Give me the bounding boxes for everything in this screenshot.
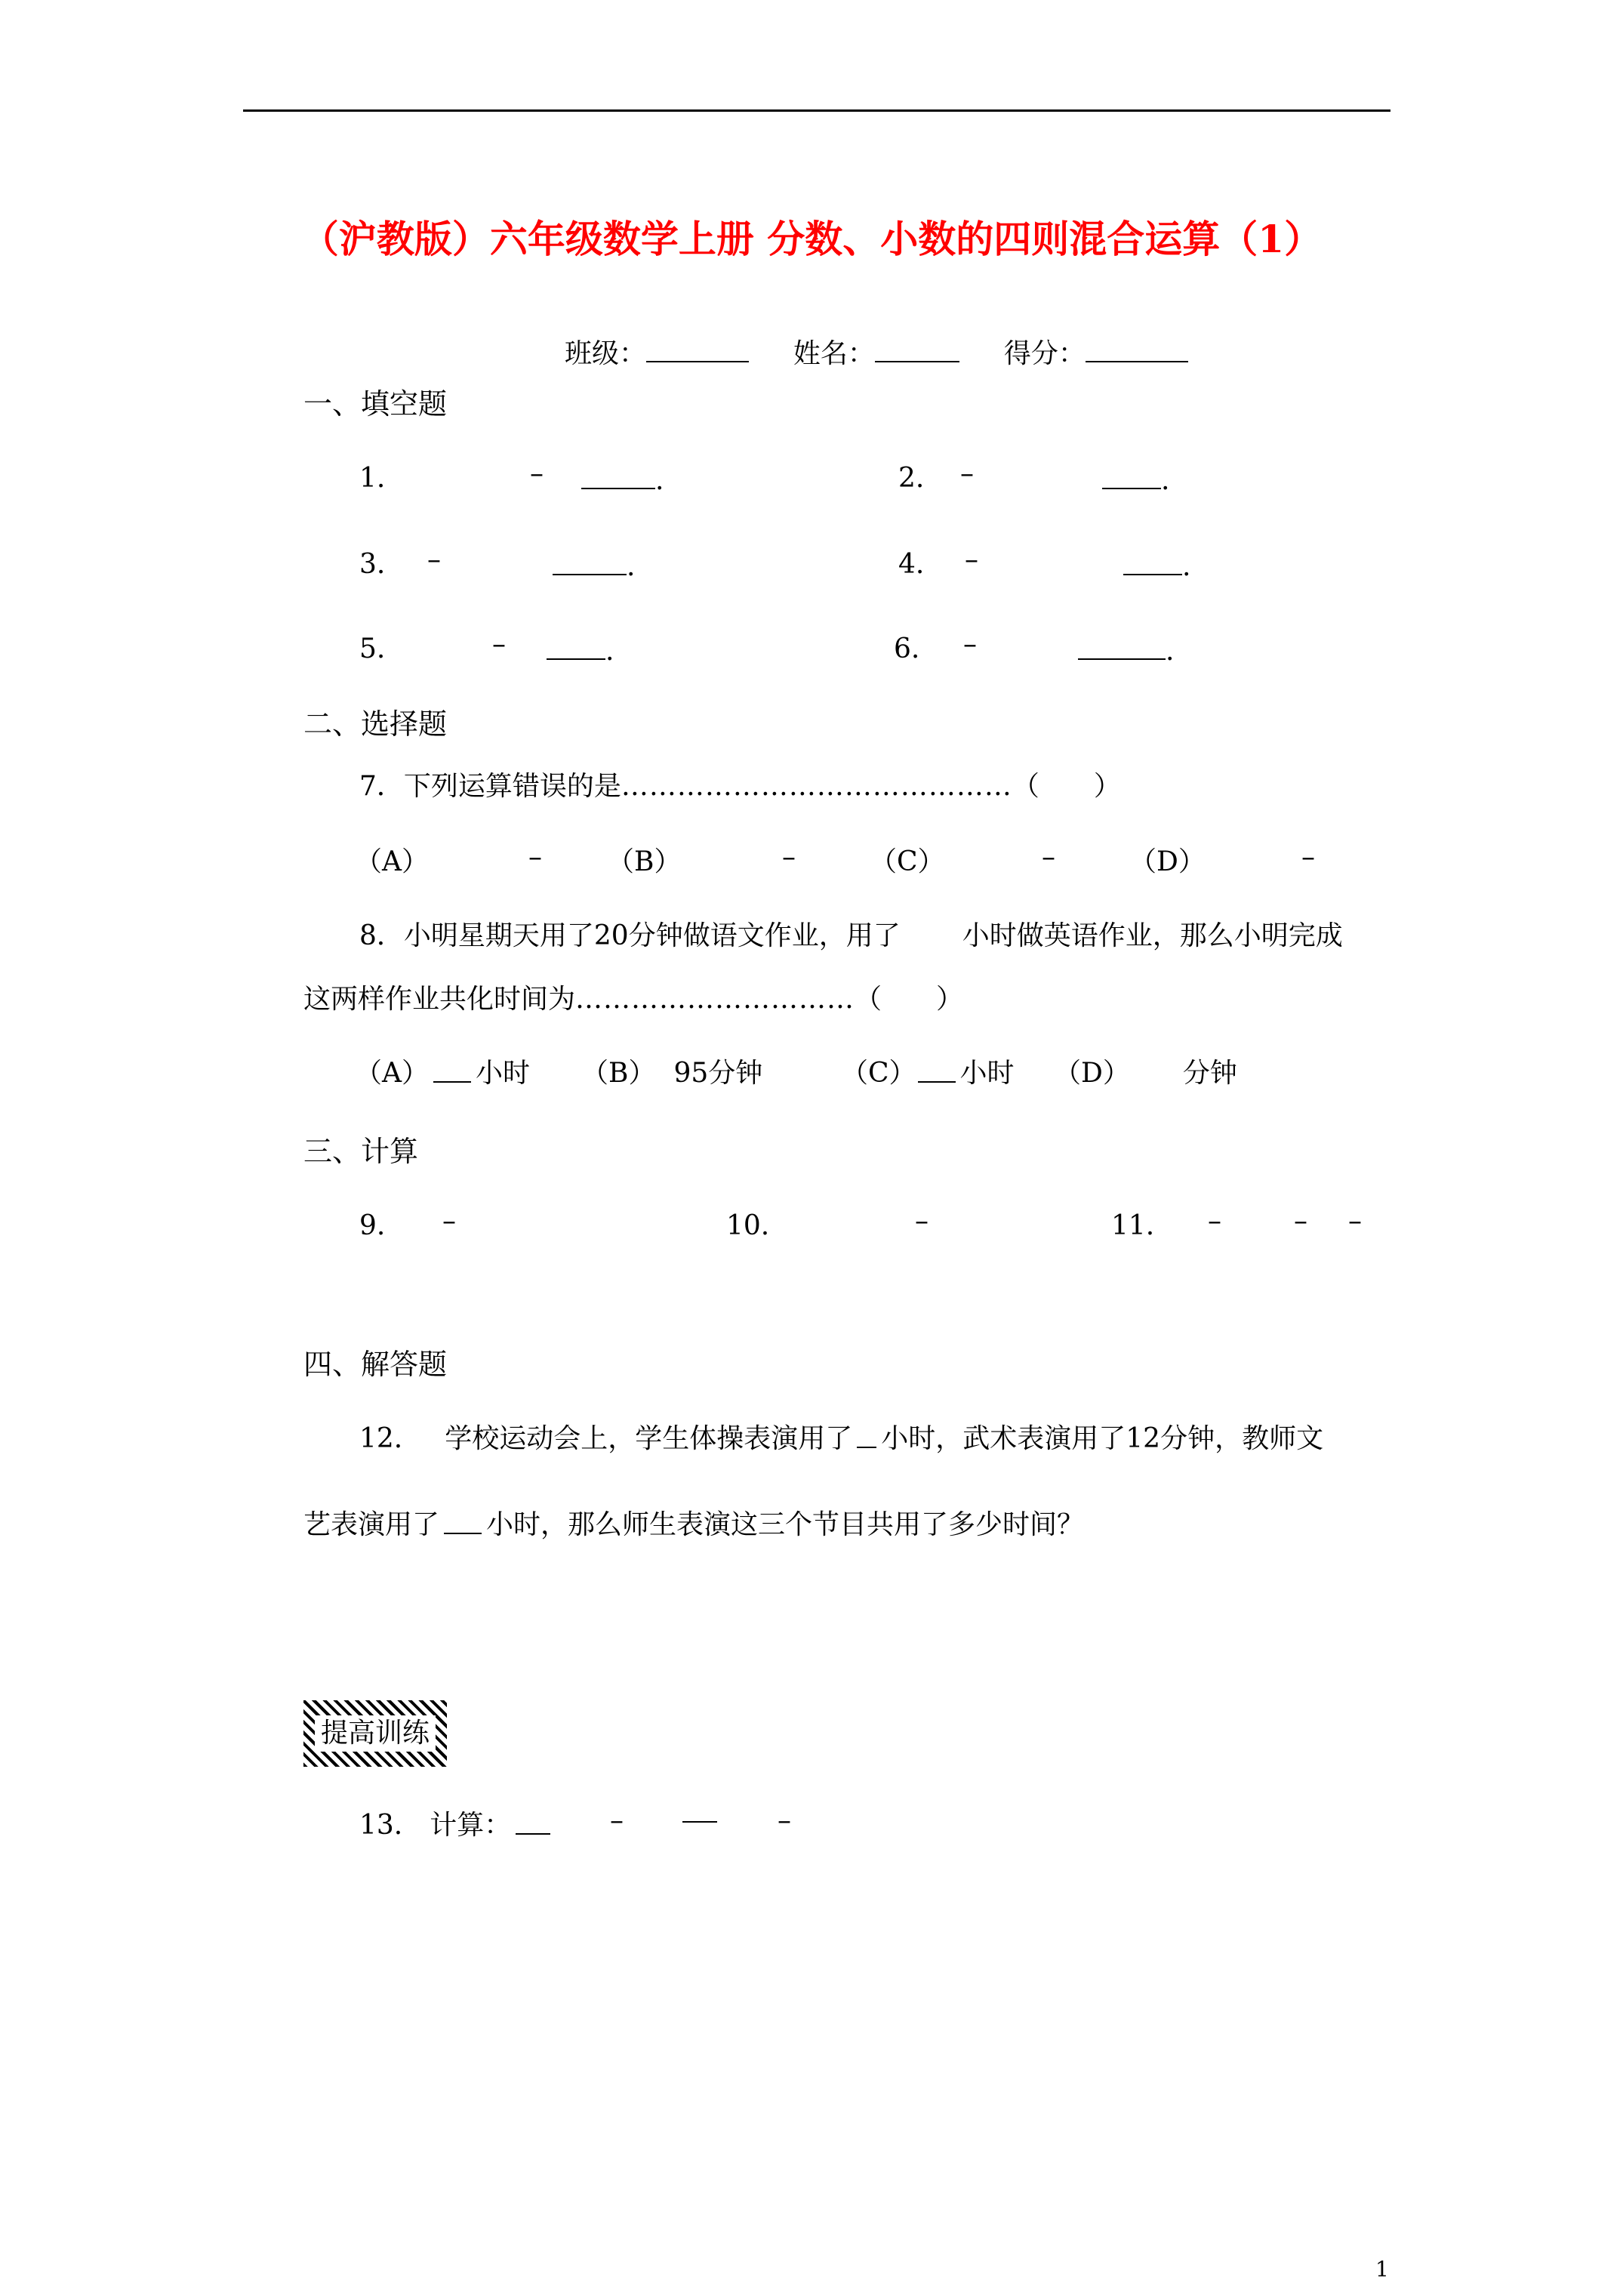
fill-q2-answer: . xyxy=(1102,465,1169,495)
choice-q7 xyxy=(359,773,1121,800)
q7-answer-paren[interactable]: （ ） xyxy=(1012,771,1121,802)
fill-q6-dash: – xyxy=(963,629,977,660)
page-title: （沪教版）六年级数学上册 分数、小数的四则混合运算（1） xyxy=(300,217,1323,261)
q7-text: 7．下列运算错误的是 xyxy=(359,771,621,802)
calc-q9-dash: – xyxy=(442,1206,456,1237)
q12-line2 xyxy=(303,1509,1085,1540)
fill-q2-number: 2. xyxy=(898,463,925,494)
fraction-bar xyxy=(444,1519,482,1534)
q8-line1-text: 8．小明星期天用了20分钟做语文作业，用了 xyxy=(359,920,901,951)
q8-option-d[interactable] xyxy=(1054,1060,1237,1087)
calc-q10-dash: – xyxy=(915,1206,929,1237)
q7-option-a-label[interactable]: （A） xyxy=(355,846,429,877)
fill-q4-number: 4. xyxy=(898,549,925,580)
q8-line2-text: 这两样作业共化时间为 xyxy=(303,984,576,1015)
q8-option-c-unit: 小时 xyxy=(959,1058,1015,1089)
q8-option-d-unit: 分钟 xyxy=(1182,1058,1237,1089)
fill-q5-number: 5. xyxy=(359,633,386,664)
fill-q3-number: 3. xyxy=(359,549,386,580)
q8-line1-text-b: 小时做英语作业，那么小明完成 xyxy=(962,920,1343,951)
q8-option-b-label: （B） xyxy=(581,1058,656,1089)
calc-q11-dash-2: – xyxy=(1294,1206,1307,1237)
q7-option-b-label[interactable]: （B） xyxy=(607,846,682,877)
q12-line1 xyxy=(359,1425,1323,1453)
section-fill-title: 一、填空题 xyxy=(303,387,448,421)
fraction-bar xyxy=(516,1820,550,1835)
fill-q2-dash: – xyxy=(960,458,974,489)
q12-number: 12. xyxy=(359,1423,403,1454)
fill-q5-dash: – xyxy=(492,629,506,660)
q7-option-c-dash: – xyxy=(1042,842,1055,873)
q13-dash-1: – xyxy=(610,1805,624,1836)
fill-q6-number: 6. xyxy=(894,633,920,664)
fraction-bar xyxy=(918,1068,956,1083)
fill-q1-blank[interactable] xyxy=(581,465,655,489)
q13-number: 13. xyxy=(359,1810,403,1841)
q12-line2-text-a: 艺表演用了 xyxy=(303,1509,440,1540)
badge-label: 提高训练 xyxy=(315,1715,436,1752)
improvement-training-badge xyxy=(303,1700,447,1767)
q8-option-b-text: 95分钟 xyxy=(673,1058,763,1089)
q13-dash-2: – xyxy=(778,1805,791,1836)
fill-q4-dash: – xyxy=(965,544,978,575)
fraction-bar xyxy=(857,1433,876,1448)
calc-q10-number: 10. xyxy=(726,1210,770,1241)
q7-option-d-label[interactable]: （D） xyxy=(1129,846,1206,877)
calc-q9-number: 9. xyxy=(359,1210,386,1241)
q8-line2 xyxy=(303,986,963,1013)
q7-option-b-dash: – xyxy=(782,842,796,873)
calc-q11-dash-3: – xyxy=(1348,1206,1362,1237)
fill-q6-blank[interactable] xyxy=(1078,636,1166,660)
fill-q5-answer: . xyxy=(547,636,614,665)
fill-q3-dash: – xyxy=(427,544,441,575)
class-blank[interactable] xyxy=(646,338,749,362)
fill-q1-dash: – xyxy=(530,458,544,489)
fill-q1-answer: . xyxy=(581,465,664,495)
page-number: 1 xyxy=(1375,2257,1389,2282)
name-label: 姓名： xyxy=(793,338,875,369)
q7-dots: …………………………………… xyxy=(621,771,1012,802)
q8-option-d-label: （D） xyxy=(1054,1058,1130,1089)
q8-answer-paren[interactable]: （ ） xyxy=(855,984,964,1015)
q13-label: 计算： xyxy=(430,1810,512,1841)
q12-line1-text-b: 小时，武术表演用了12分钟，教师文 xyxy=(881,1423,1324,1454)
name-blank[interactable] xyxy=(875,338,959,362)
fraction-bar xyxy=(433,1068,471,1083)
info-line xyxy=(565,338,1188,368)
q12-line1-text: 学校运动会上，学生体操表演用了 xyxy=(445,1423,853,1454)
section-answer-title: 四、解答题 xyxy=(303,1348,448,1381)
fill-q4-blank[interactable] xyxy=(1123,551,1182,575)
q8-line1 xyxy=(359,920,1343,951)
q13-line xyxy=(359,1812,555,1839)
q8-option-c-label: （C） xyxy=(841,1058,916,1089)
fill-q4-answer: . xyxy=(1123,551,1190,581)
fraction-bar xyxy=(682,1821,717,1823)
fill-q3-answer: . xyxy=(553,551,635,581)
q12-line2-text-b: 小时，那么师生表演这三个节目共用了多少时间？ xyxy=(486,1509,1085,1540)
q7-option-a-dash: – xyxy=(528,842,542,873)
q7-option-d-dash: – xyxy=(1301,842,1315,873)
calc-q11-dash-1: – xyxy=(1208,1206,1221,1237)
fill-q2-blank[interactable] xyxy=(1102,465,1161,489)
score-blank[interactable] xyxy=(1086,338,1188,362)
q8-option-a-unit: 小时 xyxy=(476,1058,531,1089)
q8-option-c[interactable] xyxy=(841,1060,1015,1087)
header-rule xyxy=(243,109,1390,112)
q8-option-a[interactable] xyxy=(355,1060,530,1087)
q8-option-b[interactable] xyxy=(581,1060,762,1087)
calc-q11-number: 11. xyxy=(1111,1210,1155,1241)
fill-q5-blank[interactable] xyxy=(547,636,605,660)
section-calc-title: 三、计算 xyxy=(303,1135,419,1168)
fill-q1-number: 1. xyxy=(359,463,386,494)
q8-dots: ………………………… xyxy=(575,984,855,1015)
section-choice-title: 二、选择题 xyxy=(303,707,448,741)
fill-q6-answer: . xyxy=(1078,636,1174,665)
q8-option-a-label: （A） xyxy=(355,1058,429,1089)
q7-option-c-label[interactable]: （C） xyxy=(870,846,945,877)
class-label: 班级： xyxy=(565,338,647,369)
fill-q3-blank[interactable] xyxy=(553,551,627,575)
score-label: 得分： xyxy=(1003,338,1086,369)
